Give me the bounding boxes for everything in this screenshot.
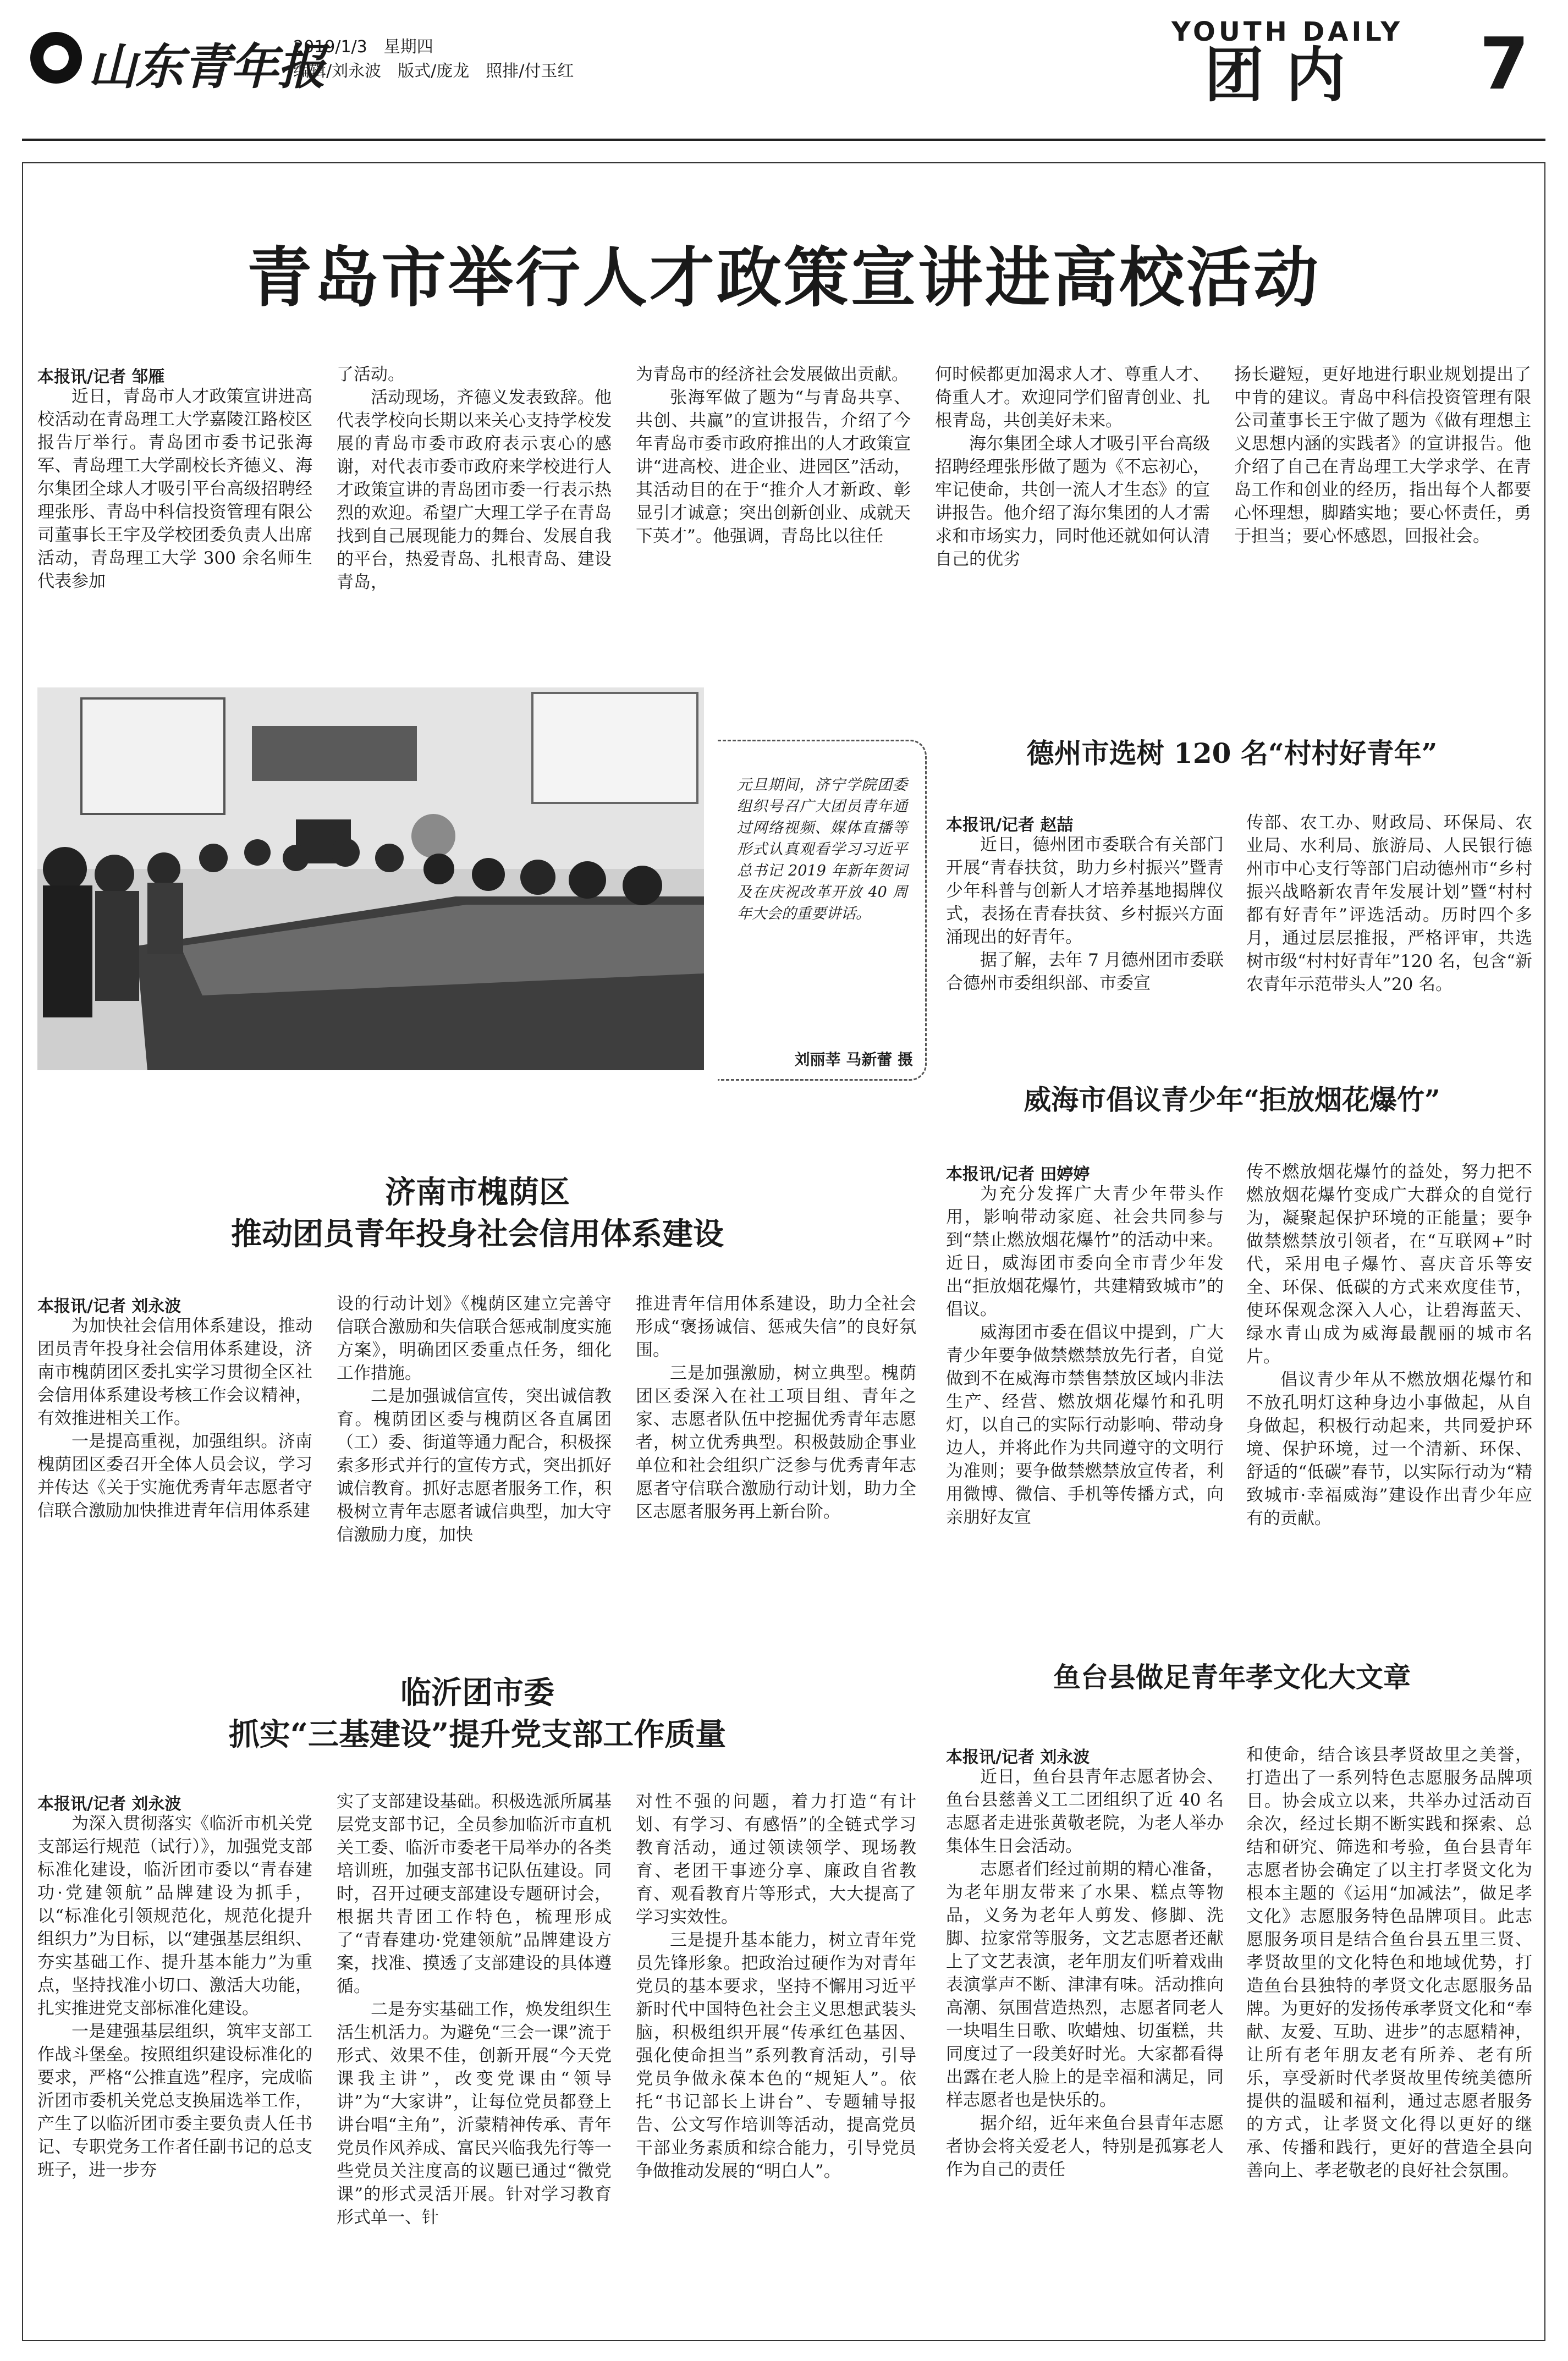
lead-article-byline: 本报讯/记者 邹雁	[37, 367, 165, 387]
jinan-col-3: 推进青年信用体系建设，助力全社会形成“褒扬诚信、惩戒失信”的良好氛围。 三是加强激励，树立典型。槐荫团区委深入在社工项目组、青年之家、志愿者队伍中挖掘优秀青年志愿者，树立优秀典型。积极鼓励企事业单位和社会组织广泛参与优秀青年志愿者守信联合激励行动计划，助力全区志愿者服务再上新台阶。	[636, 1294, 916, 1522]
jinan-col-2: 设的行动计划》《槐荫区建立完善守信联合激励和失信联合惩戒制度实施方案》，明确团区委重点任务，细化工作措施。 二是加强诚信宣传，突出诚信教育。槐荫团区委与槐荫区各直属团（工）委、街道等通力配合，积极探索多形式并行的宣传方式，突出抓好诚信教育。抓好志愿者服务工作，积极树立青年志愿者诚信典型，加大守信激励力度，加快	[337, 1294, 612, 1545]
dezhou-col-1: 近日，德州团市委联合有关部门开展“青春扶贫，助力乡村振兴”暨青少年科普与创新人才培养基地揭牌仪式，表扬在青春扶贫、乡村振兴方面涌现出的好青年。 据了解，去年 7 月德州团市委联合德州市委组织部、市委宣	[946, 835, 1224, 993]
linyi-col-2: 实了支部建设基础。积极选派所属基层党支部书记，全员参加临沂市直机关工委、临沂市委老干局举办的各类培训班，加强支部书记队伍建设。同时，召开过硬支部建设专题研讨会，根据共青团工作特色，梳理形成了“青春建功·党建领航”品牌建设方案，找准、摸透了支部建设的具体遵循。 二是夯实基础工作，焕发组织生活生机活力。为避免“三会一课”流于形式、效果不佳，创新开展“今天党课我主讲”，改变党课由“领导讲”为“大家讲”，让每位党员都登上讲台唱“主角”，沂蒙精神传承、青年党员作风养成、富民兴临我先行等一些党员关注度高的议题已通过“微党课”的形式灵活开展。针对学习教育形式单一、针	[337, 1792, 612, 2227]
meeting-room-photo	[37, 687, 704, 1070]
dezhou-byline: 本报讯/记者 赵喆	[946, 816, 1074, 835]
yutai-col-2: 和使命，结合该县孝贤故里之美誉，打造出了一系列特色志愿服务品牌项目。协会成立以来，共举办过活动百余次，经过长期不断实践和探索、总结和研究、筛选和考验，鱼台县青年志愿者协会确定了以主打孝贤文化为根本主题的《运用“加减法”，做足孝文化》志愿服务特色品牌项目。此志愿服务项目是结合鱼台县五里三贤、孝贤故里的文化特色和地域优势，打造鱼台县独特的孝贤文化志愿服务品牌。为更好的发扬传承孝贤文化和“奉献、友爱、互助、进步”的志愿精神，让所有老年朋友老有所养、老有所乐，享受新时代孝贤故里传统美德所提供的温暖和福利，通过志愿者服务的方式，让孝贤文化得以更好的继承、传播和践行，更好的营造全县向善向上、孝老敬老的良好社会氛围。	[1246, 1745, 1532, 2181]
jinan-title-line-1: 济南市槐荫区	[385, 1174, 570, 1210]
jinan-title	[37, 1171, 917, 1255]
linyi-title	[37, 1672, 917, 1755]
staff-credits: 编辑/刘永波 版式/庞龙 照排/付玉红	[293, 62, 574, 81]
linyi-byline: 本报讯/记者 刘永波	[37, 1795, 181, 1814]
section-name: 团内	[1204, 41, 1368, 110]
page-number: 7	[1479, 22, 1530, 106]
youth-daily-label: YOUTH DAILY	[1171, 16, 1404, 47]
newspaper-logo-text: 山东青年报	[88, 38, 325, 95]
linyi-title-line-1: 临沂团市委	[400, 1675, 554, 1711]
dezhou-title: 德州市选树 120 名“村村好青年”	[1026, 737, 1438, 769]
linyi-title-line-2: 抓实“三基建设”提升党支部工作质量	[228, 1716, 727, 1753]
lead-article-col-2: 了活动。 活动现场，齐德义发表致辞。他代表学校向长期以来关心支持学校发展的青岛市委市政府表示衷心的感谢，对代表市委市政府来学校进行人才政策宣讲的青岛团市委一行表示热烈的欢迎。希望广大理工学子在青岛找到自己展现能力的舞台、发展自我的平台，热爱青岛、扎根青岛、建设青岛，	[337, 365, 612, 592]
weihai-byline: 本报讯/记者 田婷婷	[946, 1165, 1090, 1184]
weihai-title: 威海市倡议青少年“拒放烟花爆竹”	[1024, 1083, 1440, 1116]
linyi-col-3: 对性不强的问题，着力打造“有计划、有学习、有感悟”的全链式学习教育活动，通过领读领学、现场教育、老团干事迹分享、廉政自省教育、观看教育片等形式，大大提高了学习实效性。 三是提升基本能力，树立青年党员先锋形象。把政治过硬作为对青年党员的基本要求，坚持不懈用习近平新时代中国特色社会主义思想武装头脑，积极组织开展“传承红色基因、强化使命担当”系列教育活动，引导党员争做永葆本色的“规矩人”。依托“书记部长上讲台”、专题辅导报告、公文写作培训等活动，提高党员干部业务素质和综合能力，引导党员争做推动发展的“明白人”。	[636, 1792, 916, 2181]
lead-article-col-1: 近日，青岛市人才政策宣讲进高校活动在青岛理工大学嘉陵江路校区报告厅举行。青岛团市委书记张海军、青岛理工大学副校长齐德义、海尔集团全球人才吸引平台高级招聘经理张彤、青岛中科信投资管理有限公司董事长王宇及学校团委负责人出席活动，青岛理工大学 300 余名师生代表参加	[37, 387, 312, 591]
photo-credit: 刘丽莘 马新蕾 摄	[794, 1050, 913, 1069]
lead-article-title: 青岛市举行人才政策宣讲进高校活动	[246, 239, 1321, 316]
jinan-col-1: 为加快社会信用体系建设，推动团员青年投身社会信用体系建设，济南市槐荫团区委扎实学习贯彻全区社会信用体系建设考核工作会议精神，有效推进相关工作。 一是提高重视，加强组织。济南槐荫团区委召开全体人员会议，学习并传达《关于实施优秀青年志愿者守信联合激励加快推进青年信用体系建	[37, 1316, 312, 1521]
lead-article-col-4: 何时候都更加渴求人才、尊重人才、倚重人才。欢迎同学们留青创业、扎根青岛，共创美好未来。 海尔集团全球人才吸引平台高级招聘经理张彤做了题为《不忘初心，牢记使命，共创一流人才生态》的宣讲报告。他介绍了海尔集团的人才需求和市场实力，同时他还就如何认清自己的优劣	[935, 365, 1210, 569]
lead-article-col-3: 为青岛市的经济社会发展做出贡献。 张海军做了题为“与青岛共享、共创、共赢”的宣讲报告，介绍了今年青岛市委市政府推出的人才政策宣讲“进高校、进企业、进园区”活动，其活动目的在于“推介人才新政、彰显引才诚意；突出创新创业、成就天下英才”。他强调，青岛比以往任	[636, 365, 911, 546]
masthead-rule	[22, 139, 1545, 141]
yutai-title: 鱼台县做足青年孝文化大文章	[1053, 1661, 1411, 1693]
newspaper-logo-icon	[30, 32, 82, 84]
weihai-col-1: 为充分发挥广大青少年带头作用，影响带动家庭、社会共同参与到“禁止燃放烟花爆竹”的活动中来。近日，威海团市委向全市青少年发出“拒放烟花爆竹，共建精致城市”的倡议。 威海团市委在倡议中提到，广大青少年要争做禁燃禁放先行者，自觉做到不在威海市禁售禁放区域内非法生产、经营、燃放烟花爆竹和孔明灯，以自己的实际行动影响、带动身边人，并将此作为共同遵守的文明行为准则；要争做禁燃禁放宣传者，利用微博、微信、手机等传播方式，向亲朋好友宣	[946, 1184, 1224, 1527]
weihai-col-2: 传不燃放烟花爆竹的益处，努力把不燃放烟花爆竹变成广大群众的自觉行为，凝聚起保护环境的正能量；要争做禁燃禁放引领者，在“互联网+”时代，采用电子爆竹、喜庆音乐等安全、环保、低碳的方式来欢度佳节，使环保观念深入人心，让碧海蓝天、绿水青山成为威海最靓丽的城市名片。 倡议青少年从不燃放烟花爆竹和不放孔明灯这种身边小事做起，从自身做起，积极行动起来，共同爱护环境、保护环境，过一个清新、环保、舒适的“低碳”春节，以实际行动为“精致城市·幸福威海”建设作出青少年应有的贡献。	[1246, 1162, 1532, 1528]
linyi-col-1: 为深入贯彻落实《临沂市机关党支部运行规范（试行）》，加强党支部标准化建设，临沂团市委以“青春建功·党建领航”品牌建设为抓手，以“标准化引领规范化，规范化提升组织力”为目标，以“建强基层组织、夯实基础工作、提升基本能力”为重点，坚持找准小切口、激活大功能，扎实推进党支部标准化建设。 一是建强基层组织，筑牢支部工作战斗堡垒。按照组织建设标准化的要求，严格“公推直选”程序，完成临沂团市委机关党总支换届选举工作，产生了以临沂团市委主要负责人任书记、专职党务工作者任副书记的总支班子，进一步夯	[37, 1814, 312, 2180]
lead-article-col-5: 扬长避短，更好地进行职业规划提出了中肯的建议。青岛中科信投资管理有限公司董事长王宇做了题为《做有理想主义思想内涵的实践者》的宣讲报告。他介绍了自己在青岛理工大学求学、在青岛工作和创业的经历，指出每个人都要心怀理想，脚踏实地；要心怀责任，勇于担当；要心怀感恩，回报社会。	[1234, 365, 1531, 546]
dezhou-col-2: 传部、农工办、财政局、环保局、农业局、水利局、旅游局、人民银行德州市中心支行等部门启动德州市“乡村振兴战略新农青年发展计划”暨“村村都有好青年”评选活动。历时四个多月，通过层层推报，严格评审，共选树市级“村村好青年”120 名，包含“新农青年示范带头人”20 名。	[1246, 813, 1532, 994]
yutai-byline: 本报讯/记者 刘永波	[946, 1748, 1090, 1767]
yutai-col-1: 近日，鱼台县青年志愿者协会、鱼台县慈善义工二团组织了近 40 名志愿者走进张黄敬老院，为老人举办集体生日会活动。 志愿者们经过前期的精心准备，为老年朋友带来了水果、糕点等物品，义务为老年人剪发、修脚、洗脚、拉家常等服务，文艺志愿者还献上了文艺表演，老年朋友们听着戏曲表演掌声不断、津津有味。活动推向高潮、氛围营造热烈，志愿者同老人一块唱生日歌、吹蜡烛、切蛋糕，共同度过了一段美好时光。大家都看得出露在老人脸上的是幸福和满足，同样志愿者也是快乐的。 据介绍，近年来鱼台县青年志愿者协会将关爱老人，特别是孤寡老人作为自己的责任	[946, 1767, 1224, 2180]
photo-caption: 元旦期间，济宁学院团委组织号召广大团员青年通过网络视频、媒体直播等形式认真观看学习习近平总书记 2019 年新年贺词及在庆祝改革开放 40 周年大会的重要讲话。	[737, 777, 907, 922]
jinan-title-line-2: 推动团员青年投身社会信用体系建设	[231, 1216, 724, 1252]
issue-date: 2019/1/3 星期四	[293, 37, 433, 57]
jinan-byline: 本报讯/记者 刘永波	[37, 1297, 181, 1316]
